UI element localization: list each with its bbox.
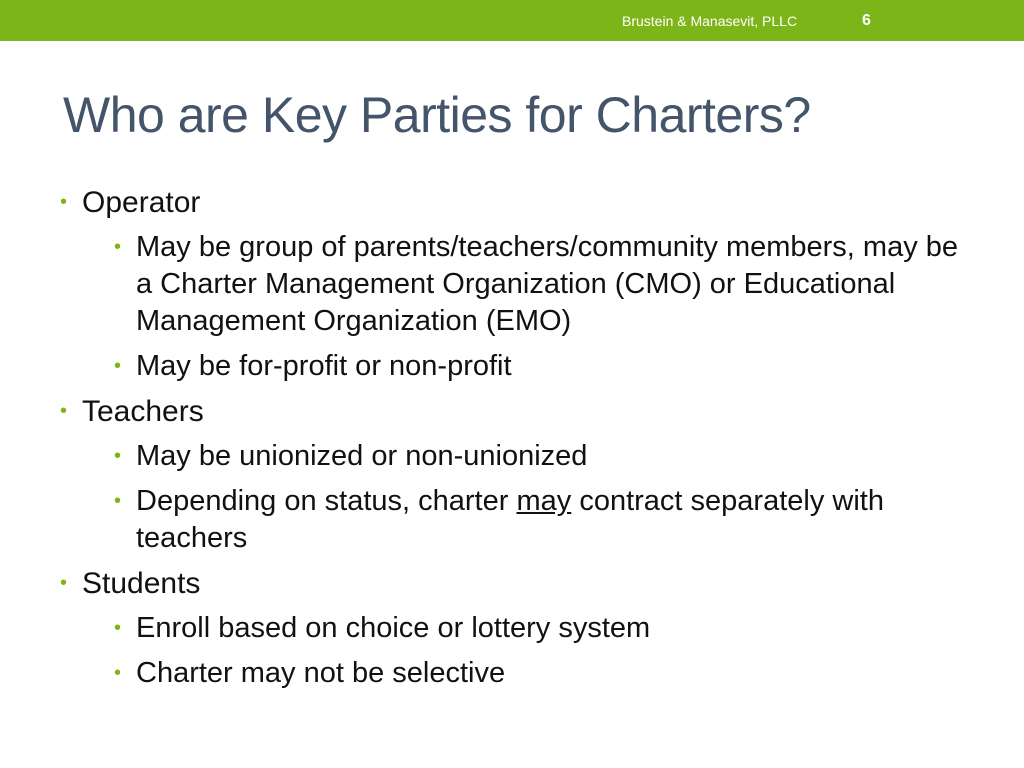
bullet-dot-icon: • [114,617,122,639]
bullet-dot-icon: • [114,662,122,684]
sub-bullet-text: May be group of parents/teachers/community members, may be a Charter Management Organization (CMO) or Educational Management Organization (EMO) [136,231,959,337]
sub-bullet-item [104,348,980,385]
bullet-label: Students [82,567,201,600]
sub-bullet-text-after: contract separately with teachers [136,485,884,554]
header-bar [0,0,1024,41]
sub-bullet-text: May be unionized or non-unionized [136,440,588,472]
sub-bullet-item [104,438,980,475]
sub-bullet-text: Enroll based on choice or lottery system [136,612,651,644]
bullet-dot-icon: • [114,490,122,512]
bullet-list [60,184,980,692]
bullet-dot-icon: • [60,400,68,422]
sub-bullet-text: Charter may not be selective [136,657,506,689]
page-number: 6 [862,12,871,29]
bullet-label: Teachers [82,395,204,428]
firm-name: Brustein & Manasevit, PLLC [622,13,798,29]
bullet-operator [60,184,980,385]
bullet-dot-icon: • [114,236,122,258]
sub-bullet-item [104,483,980,557]
bullet-label: Operator [82,186,201,219]
sub-bullet-item [104,655,980,692]
sub-bullet-list [82,438,980,557]
emphasis-may: may [516,485,572,517]
bullet-students [60,565,980,692]
bullet-dot-icon: • [114,445,122,467]
bullet-dot-icon: • [60,572,68,594]
sub-bullet-item [104,610,980,647]
bullet-teachers [60,393,980,557]
sub-bullet-list [82,610,980,692]
sub-bullet-text: May be for-profit or non-profit [136,350,512,382]
sub-bullet-item [104,229,980,340]
sub-bullet-text-before: Depending on status, charter [136,485,517,517]
slide-title: Who are Key Parties for Charters? [63,87,811,143]
bullet-content [60,184,980,700]
sub-bullet-list [82,229,980,385]
bullet-dot-icon: • [60,191,68,213]
bullet-dot-icon: • [114,355,122,377]
